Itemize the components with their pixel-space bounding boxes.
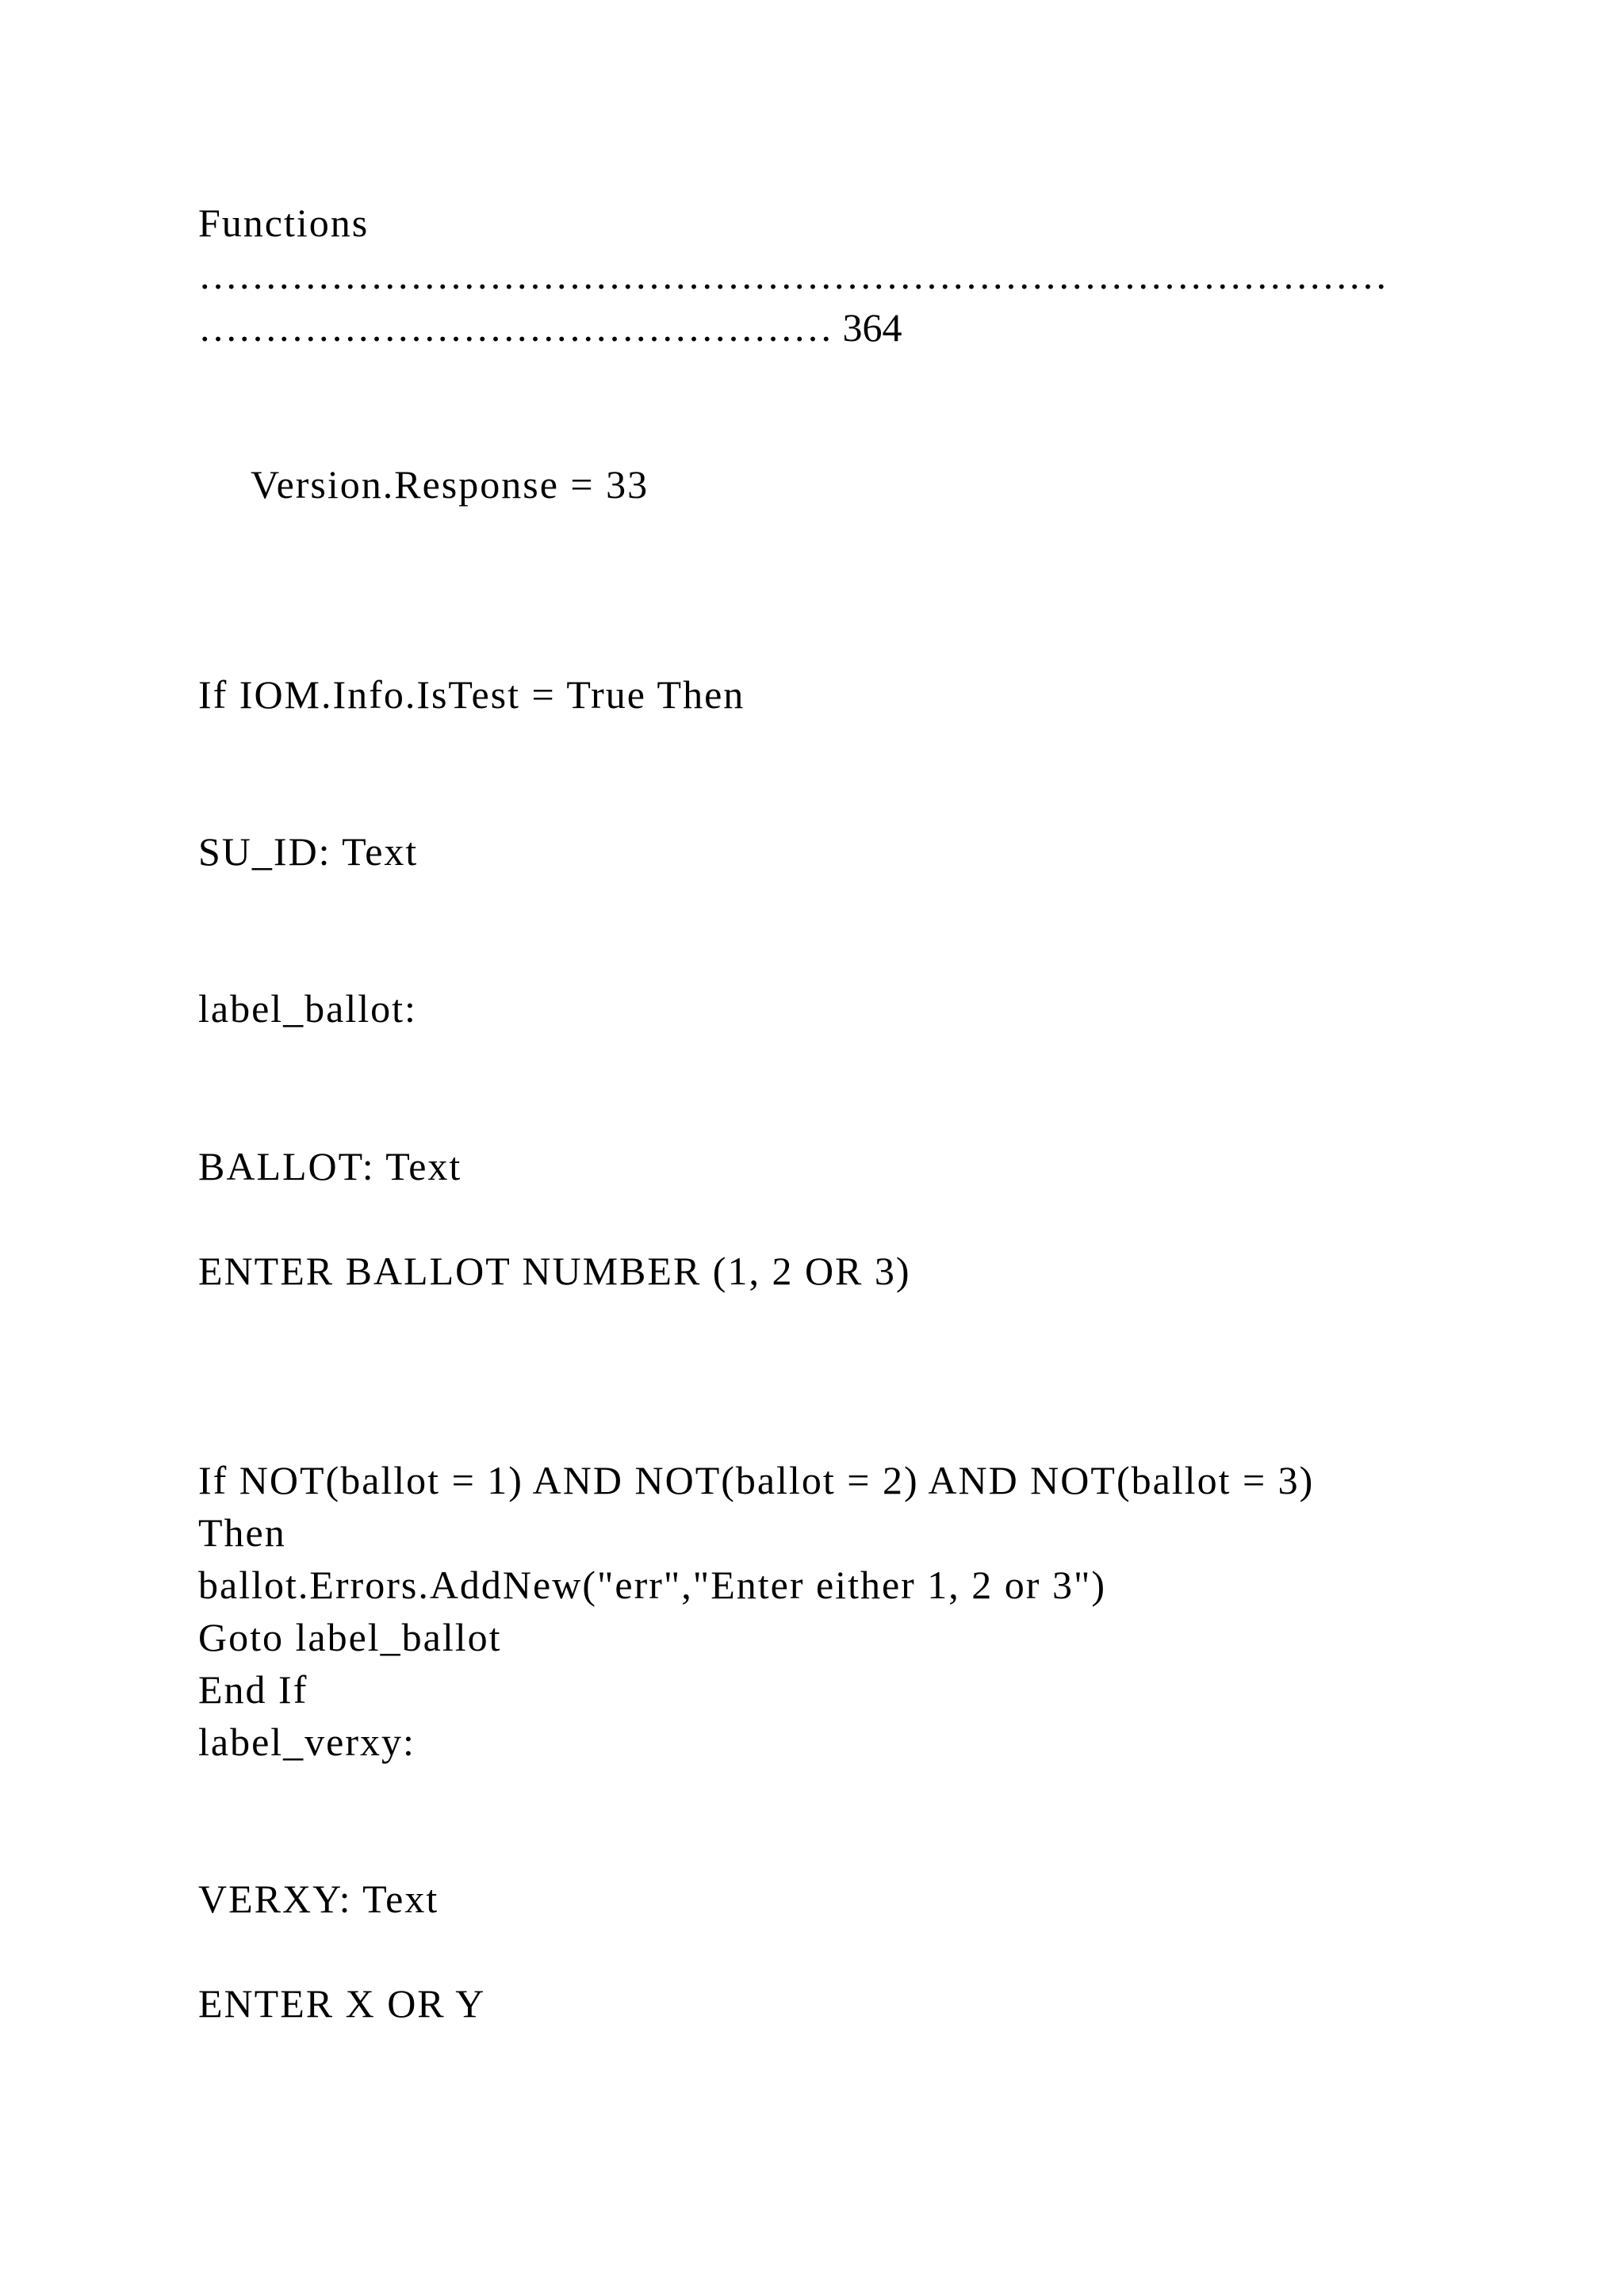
code-line-enter-ballot-number: ENTER BALLOT NUMBER (1, 2 OR 3) [198, 1249, 911, 1293]
toc-entry-title: Functions [198, 201, 370, 245]
code-line-if-not-ballot: If NOT(ballot = 1) AND NOT(ballot = 2) AND NOT(ballot = 3) [198, 1458, 1315, 1502]
code-line-label-ballot: label_ballot: [198, 986, 417, 1031]
code-line-version-response: Version.Response = 33 [251, 462, 649, 507]
code-line-su-id: SU_ID: Text [198, 829, 419, 874]
code-line-goto-label-ballot: Goto label_ballot [198, 1615, 502, 1659]
code-line-if-istest: If IOM.Info.IsTest = True Then [198, 672, 745, 717]
code-line-verxy-text: VERXY: Text [198, 1877, 439, 1921]
code-line-then: Then [198, 1510, 286, 1555]
code-line-errors-addnew: ballot.Errors.AddNew("err","Enter either 1, 2 or 3") [198, 1563, 1107, 1607]
code-line-enter-x-or-y: ENTER X OR Y [198, 1981, 486, 2026]
code-line-label-verxy: label_verxy: [198, 1720, 416, 1764]
code-line-ballot-text: BALLOT: Text [198, 1144, 462, 1188]
code-line-end-if: End If [198, 1667, 308, 1712]
toc-leader-line-1: ……………………………………………………………………………… [198, 253, 1388, 297]
toc-leader-line-2-page-number: ………………………………………… 364 [198, 305, 902, 350]
